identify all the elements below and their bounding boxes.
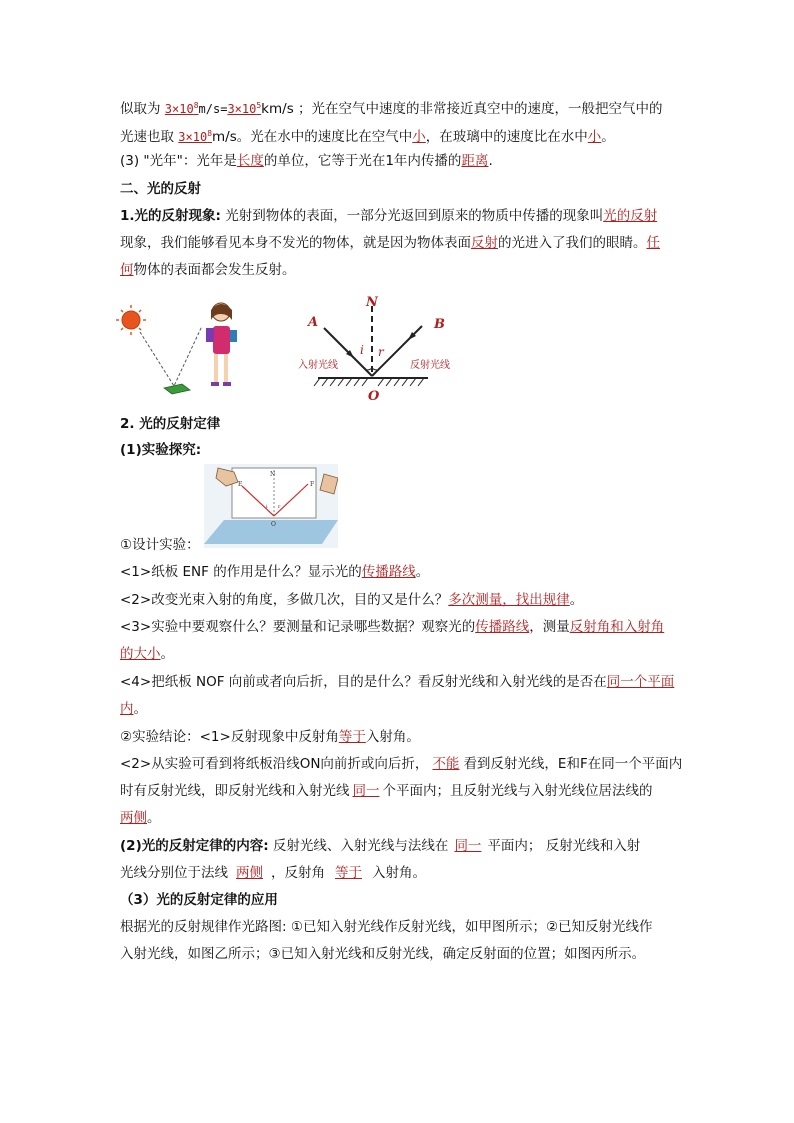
section-heading: 二、光的反射 (120, 181, 201, 197)
text: 平面内； 反射光线和入射 (487, 838, 641, 854)
answer-blank (165, 102, 199, 116)
answer-blank: 同一 (454, 838, 482, 854)
answer-blank: 小 (587, 129, 602, 145)
text-line (120, 206, 657, 226)
text: (3) "光年"：光年是 (120, 153, 237, 169)
text: <4>把纸板 NOF 向前或者向后折，目的是什么？看反射光线和入射光线的是否在 (120, 674, 607, 690)
label-e: E (238, 481, 243, 488)
section-subheading: （3）光的反射定律的应用 (120, 892, 278, 908)
text: 个平面内；且反射光线与入射光线位居法线的 (382, 783, 653, 799)
text: 光射到物体的表面，一部分光返回到原来的物质中传播的现象叫 (220, 208, 604, 224)
label-n: N (366, 295, 378, 310)
section-subheading: 2. 光的反射定律 (120, 416, 221, 432)
text-line (120, 260, 296, 280)
label-reflected: 反射光线 (410, 360, 450, 371)
text: 看到反射光线，E和F在同一个平面内 (463, 756, 683, 772)
label-incident: 入射光线 (298, 360, 338, 371)
text: 反射光线、入射光线与法线在 (268, 838, 449, 854)
label-r: r (278, 504, 281, 510)
label-r: r (378, 345, 384, 359)
answer-blank: 距离 (461, 153, 489, 169)
answer-blank: 小 (412, 129, 426, 145)
answer-blank: 何 (120, 262, 134, 278)
answer-blank: 任 (646, 235, 660, 251)
text: ，测量 (529, 619, 570, 635)
text-line (120, 96, 663, 119)
answer-blank: 反射角和入射角 (569, 619, 665, 635)
text: <2>改变光束入射的角度，多做几次，目的又是什么？ (120, 592, 449, 608)
text-line: 入射光线，如图乙所示；③已知入射光线和反射光线，确定反射面的位置；如图丙所示。 (120, 946, 646, 962)
answer-blank: 光的反射 (603, 208, 658, 224)
sun-icon (116, 305, 146, 335)
text-line (120, 836, 640, 856)
text: km/s ；光在空气中速度的非常接近真空中的速度，一般把空气中的 (261, 101, 663, 117)
text: 。 (601, 129, 615, 145)
answer-blank: 等于 (338, 729, 366, 745)
text: 。 (569, 592, 584, 608)
label-a: A (308, 315, 319, 330)
text: . (488, 153, 493, 169)
text: <3>实验中要观察什么？要测量和记录哪些数据？观察光的 (120, 619, 476, 635)
text: ，在玻璃中的速度比在水中 (425, 129, 588, 145)
answer-blank: 传播路线 (475, 619, 530, 635)
answer-blank: 内 (120, 701, 134, 717)
experiment-apparatus-image (204, 464, 338, 548)
text-line (120, 562, 429, 582)
label-b: B (434, 317, 445, 332)
text-line (120, 617, 664, 637)
answer-blank: 多次测量，找出规律 (448, 592, 570, 608)
book-icon (164, 384, 190, 394)
label-f: F (310, 481, 315, 488)
text: 5 (256, 101, 262, 110)
text: 。 (133, 701, 147, 717)
text: 。 (147, 810, 161, 826)
text: 似取为 (120, 101, 165, 117)
label-o: O (271, 521, 276, 528)
text: 。 (160, 646, 174, 662)
text: 时有反射光线，即反射光线和入射光线 (120, 783, 350, 799)
text: m/s= (198, 102, 228, 116)
text: <2>从实验可看到将纸板沿线ON向前折或向后折， (120, 756, 429, 772)
girl-icon (206, 303, 237, 386)
answer-blank: 两侧 (120, 810, 147, 826)
text: 3×10 (164, 102, 194, 116)
text: ，反射角 (271, 865, 325, 881)
label-i: i (266, 504, 268, 510)
text-line (120, 151, 493, 171)
text-line: 根据光的反射规律作光路图: ①已知入射光线作反射光线，如甲图所示；②已知反射光线作 (120, 919, 653, 935)
label-n: N (270, 471, 276, 478)
text-line (120, 781, 653, 801)
label-i: i (360, 343, 364, 357)
text: 的光进入了我们的眼睛。 (498, 235, 647, 251)
answer-blank: 同一 (352, 783, 380, 799)
answer-blank (178, 130, 212, 144)
text: (2)光的反射定律的内容: (120, 838, 269, 854)
text: 1.光的反射现象: (120, 208, 221, 224)
text: 3×10 (178, 130, 208, 144)
text: ②实验结论：<1>反射现象中反射角 (120, 729, 339, 745)
text-line (120, 672, 674, 692)
text: 现象，我们能够看见本身不发光的物体，就是因为物体表面 (120, 235, 471, 251)
answer-blank: 的大小 (120, 646, 161, 662)
answer-blank: 不能 (432, 756, 460, 772)
text: 入射角。 (372, 865, 426, 881)
text-line (120, 124, 615, 147)
text-line (120, 754, 682, 774)
text-line (120, 808, 161, 828)
answer-blank: 长度 (236, 153, 264, 169)
answer-blank: 反射 (471, 235, 498, 251)
text: 。 (415, 564, 430, 580)
text: 物体的表面都会发生反射。 (133, 262, 296, 278)
text-line: ①设计实验： (120, 537, 200, 553)
answer-blank: 两侧 (236, 865, 263, 881)
reflection-law-diagram (296, 294, 466, 404)
text: <1>纸板 ENF 的作用是什么？显示光的 (120, 564, 362, 580)
text-line (120, 727, 420, 747)
section-subheading: (1)实验探究: (120, 442, 202, 458)
text: 的单位，它等于光在1年内传播的 (263, 153, 462, 169)
label-o: O (368, 389, 380, 404)
answer-blank: 同一个平面 (606, 674, 675, 690)
text-line (120, 590, 583, 610)
text: 3×10 (227, 102, 257, 116)
text: 光线分别位于法线 (120, 865, 228, 881)
text-line (120, 644, 174, 664)
answer-blank (227, 102, 261, 116)
text: 光速也取 (120, 129, 179, 145)
text: 8 (193, 101, 199, 110)
text: m/s。光在水中的速度比在空气中 (212, 129, 413, 145)
text-line (120, 699, 147, 719)
answer-blank: 等于 (335, 865, 362, 881)
text-line (120, 233, 660, 253)
text: 入射角。 (365, 729, 420, 745)
text-line (120, 863, 426, 883)
text: 8 (207, 129, 213, 138)
sun-reflection-illustration (116, 296, 246, 396)
answer-blank: 传播路线 (361, 564, 416, 580)
